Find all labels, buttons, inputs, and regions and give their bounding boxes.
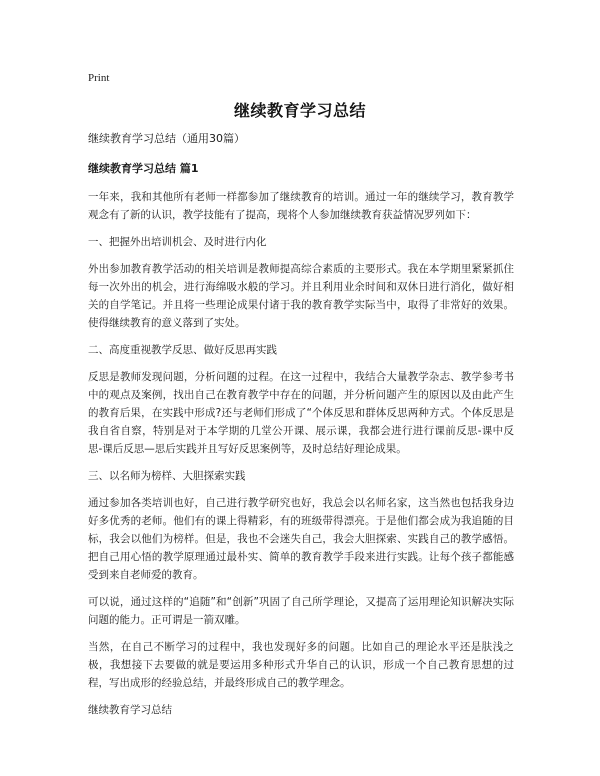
print-label[interactable]: Print bbox=[88, 72, 110, 84]
paragraph-4: 可以说，通过这样的“追随”和“创新”巩固了自己所学理论，又提高了运用理论知识解决实际问题的能力。正可谓是一箭双雕。 bbox=[88, 596, 514, 626]
document-body bbox=[88, 130, 514, 719]
paragraph-2: 反思是教师发现问题，分析问题的过程。在这一过程中，我结合大量教学杂志、教学参考书中的观点及案例，找出自己在教育教学中存在的问题，并分析问题产生的原因以及由此产生的教育后果，在实践中形成?还与老师们形成了“个体反思和群体反思两种方式。个体反思是我自省自察，特别是对于本学期的几堂公开课、展示课，我都会进行进行课前反思-课中反思-课后反思—思后实践并且写好反思案例等，及时总结好理论成果。 bbox=[88, 371, 514, 455]
intro-paragraph: 一年来，我和其他所有老师一样都参加了继续教育的培训。通过一年的继续学习，教育教学观念有了新的认识，教学技能有了提高，现将个人参加继续教育获益情况罗列如下： bbox=[88, 191, 514, 221]
heading-3: 三、以名师为榜样、大胆探索实践 bbox=[88, 470, 246, 482]
section-title: 继续教育学习总结 篇1 bbox=[88, 162, 199, 175]
page-title: 继续教育学习总结 bbox=[233, 101, 366, 120]
paragraph-5: 当然，在自己不断学习的过程中，我也发现好多的问题。比如自己的理论水平还是肤浅之极，我想接下去要做的就是要运用多种形式升华自己的认识，形成一个自己教育思想的过程，写出成形的经验总结，并最终形成自己的教学理念。 bbox=[88, 641, 514, 689]
next-section-title: 继续教育学习总结 bbox=[88, 704, 172, 716]
paragraph-3: 通过参加各类培训也好，自己进行教学研究也好，我总会以名师名家，这当然也包括我身边好多优秀的老师。他们有的课上得精彩，有的班级带得漂亮。于是他们都会成为我追随的目标，我会以他们为榜样。但是，我也不会迷失自己，我会大胆探索、实践自己的教学感悟。把自己用心悟的教学原理通过最朴实、简单的教育教学手段来进行实践。让每个孩子都能感受到来自老师爱的教育。 bbox=[88, 497, 514, 581]
heading-2: 二、高度重视教学反思、做好反思再实践 bbox=[88, 344, 277, 356]
heading-1: 一、把握外出培训机会、及时进行内化 bbox=[88, 236, 267, 248]
document-subtitle: 继续教育学习总结（通用30篇） bbox=[88, 132, 245, 145]
paragraph-1: 外出参加教育教学活动的相关培训是教师提高综合素质的主要形式。我在本学期里紧紧抓住每一次外出的机会，进行海绵吸水般的学习。并且利用业余时间和双休日进行消化，做好相关的自学笔记。并且将一些理论成果付诸于我的教育教学实际当中，取得了非常好的效果。使得继续教育的意义落到了实处。 bbox=[88, 263, 514, 329]
